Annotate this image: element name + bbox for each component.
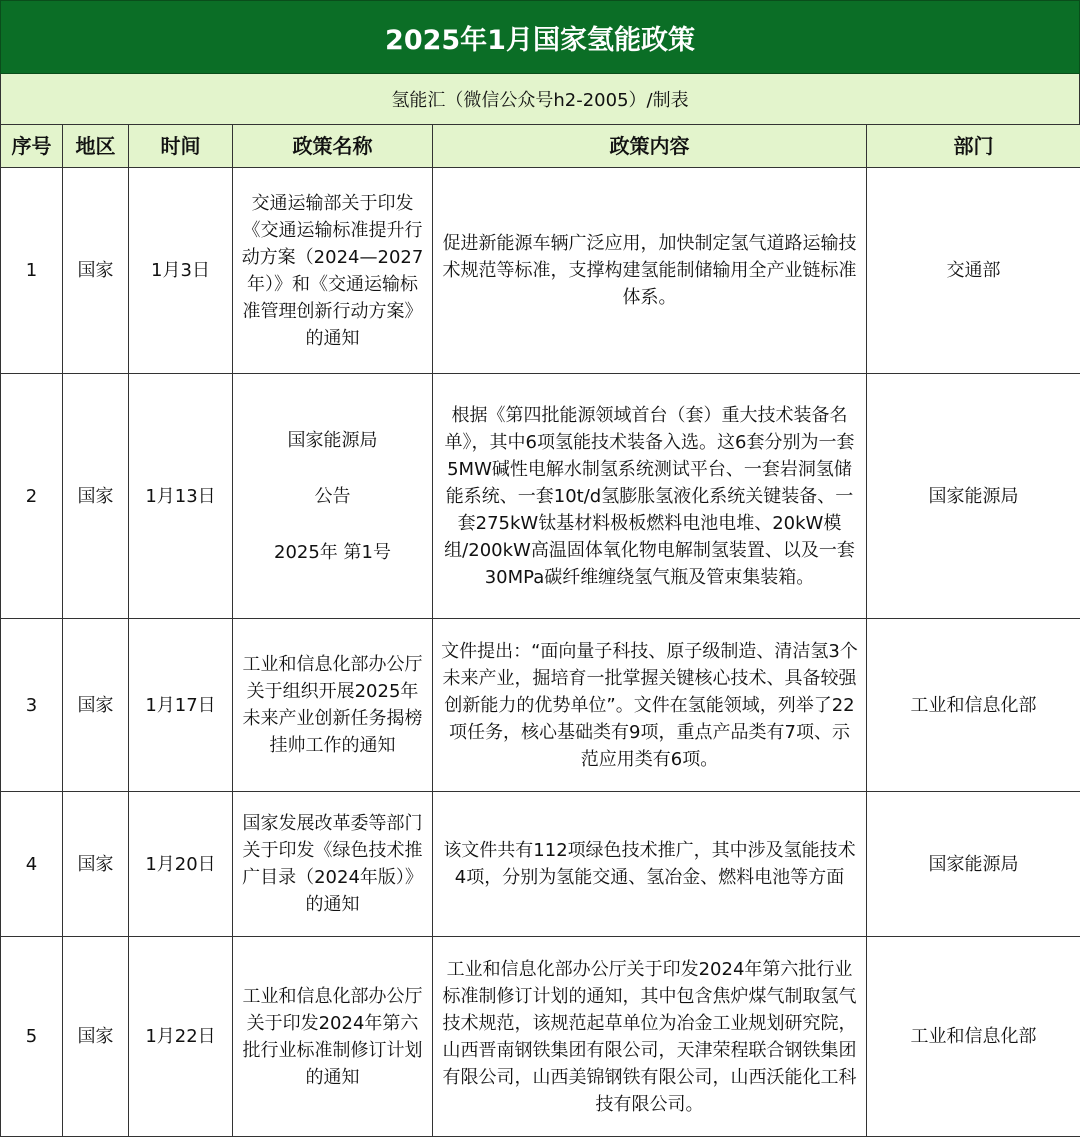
- row-policy-content: 该文件共有112项绿色技术推广，其中涉及氢能技术4项，分别为氢能交通、氢冶金、燃料电池等方面: [433, 792, 867, 937]
- row-index: 4: [1, 792, 63, 937]
- policy-table: [0, 124, 1080, 1137]
- row-region: 国家: [63, 937, 129, 1137]
- table-row: [1, 792, 1080, 937]
- page-title: 2025年1月国家氢能政策: [0, 0, 1080, 74]
- table-row: [1, 619, 1080, 792]
- header-department: 部门: [867, 125, 1080, 168]
- row-department: 工业和信息化部: [867, 937, 1080, 1137]
- row-policy-name: 工业和信息化部办公厅关于组织开展2025年未来产业创新任务揭榜挂帅工作的通知: [233, 619, 433, 792]
- header-region: 地区: [63, 125, 129, 168]
- table-header-row: [1, 125, 1080, 168]
- row-policy-content: 促进新能源车辆广泛应用，加快制定氢气道路运输技术规范等标准，支撑构建氢能制储输用全产业链标准体系。: [433, 168, 867, 374]
- table-row: [1, 937, 1080, 1137]
- header-index: 序号: [1, 125, 63, 168]
- page-subtitle: 氢能汇（微信公众号h2-2005）/制表: [0, 74, 1080, 124]
- table-row: [1, 168, 1080, 374]
- policy-name-line: 公告: [314, 485, 351, 507]
- row-department: 交通部: [867, 168, 1080, 374]
- row-policy-name: [233, 374, 433, 619]
- row-policy-name: 工业和信息化部办公厅关于印发2024年第六批行业标准制修订计划的通知: [233, 937, 433, 1137]
- header-date: 时间: [129, 125, 233, 168]
- row-index: 3: [1, 619, 63, 792]
- row-policy-name: 国家发展改革委等部门关于印发《绿色技术推广目录（2024年版）》的通知: [233, 792, 433, 937]
- row-region: 国家: [63, 168, 129, 374]
- table-row: [1, 374, 1080, 619]
- row-date: 1月13日: [129, 374, 233, 619]
- row-date: 1月20日: [129, 792, 233, 937]
- row-policy-content: 根据《第四批能源领域首台（套）重大技术装备名单》，其中6项氢能技术装备入选。这6套分别为一套5MW碱性电解水制氢系统测试平台、一套岩洞氢储能系统、一套10t/d氢膨胀氢液化系统关键装备、一套275kW钛基材料极板燃料电池电堆、20kW模组/200kW高温固体氧化物电解制氢装置、以及一套30MPa碳纤维缠绕氢气瓶及管束集装箱。: [433, 374, 867, 619]
- row-department: 工业和信息化部: [867, 619, 1080, 792]
- row-index: 1: [1, 168, 63, 374]
- row-policy-name: 交通运输部关于印发《交通运输标准提升行动方案（2024—2027年）》和《交通运输标准管理创新行动方案》的通知: [233, 168, 433, 374]
- row-index: 2: [1, 374, 63, 619]
- policy-name-line: 2025年 第1号: [274, 541, 391, 563]
- row-department: 国家能源局: [867, 792, 1080, 937]
- policy-name-line: 国家能源局: [287, 429, 378, 451]
- row-date: 1月17日: [129, 619, 233, 792]
- row-region: 国家: [63, 374, 129, 619]
- row-policy-content: 文件提出：“面向量子科技、原子级制造、清洁氢3个未来产业，掘培育一批掌握关键核心技术、具备较强创新能力的优势单位”。文件在氢能领域，列举了22项任务，核心基础类有9项，重点产品类有7项、示范应用类有6项。: [433, 619, 867, 792]
- row-date: 1月3日: [129, 168, 233, 374]
- row-policy-content: 工业和信息化部办公厅关于印发2024年第六批行业标准制修订计划的通知，其中包含焦炉煤气制取氢气技术规范，该规范起草单位为冶金工业规划研究院，山西晋南钢铁集团有限公司，天津荣程联合钢铁集团有限公司，山西美锦钢铁有限公司，山西沃能化工科技有限公司。: [433, 937, 867, 1137]
- header-policy-name: 政策名称: [233, 125, 433, 168]
- row-region: 国家: [63, 619, 129, 792]
- row-department: 国家能源局: [867, 374, 1080, 619]
- row-index: 5: [1, 937, 63, 1137]
- header-policy-content: 政策内容: [433, 125, 867, 168]
- row-region: 国家: [63, 792, 129, 937]
- row-date: 1月22日: [129, 937, 233, 1137]
